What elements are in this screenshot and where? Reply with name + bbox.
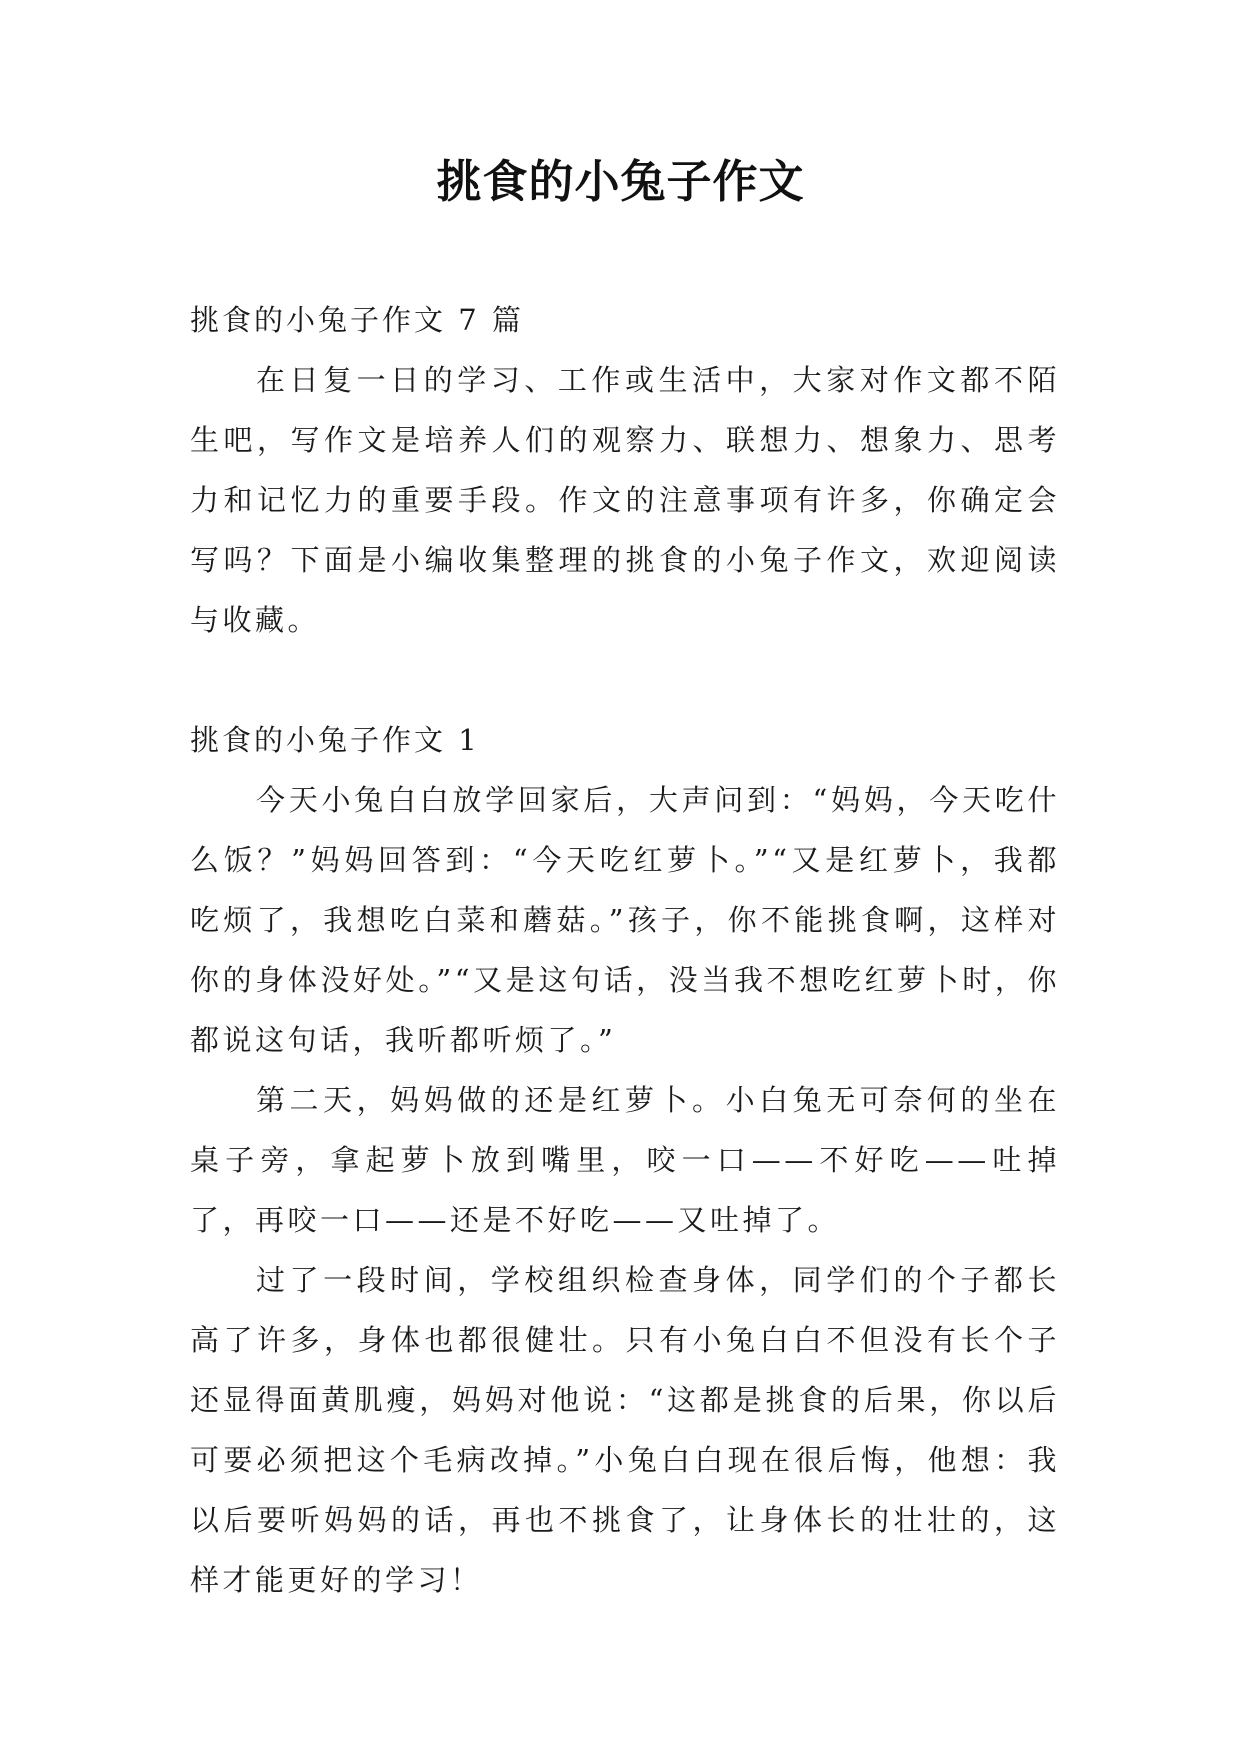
document-body bbox=[190, 290, 1060, 1610]
essay-1-paragraph-2: 第二天，妈妈做的还是红萝卜。小白兔无可奈何的坐在桌子旁，拿起萝卜放到嘴里，咬一口——不好吃——吐掉了，再咬一口——还是不好吃——又吐掉了。 bbox=[190, 1083, 1060, 1237]
collection-heading: 挑食的小兔子作文 7 篇 bbox=[190, 303, 524, 337]
section-spacer bbox=[190, 650, 1060, 710]
essay-1-heading: 挑食的小兔子作文 1 bbox=[190, 723, 480, 757]
intro-paragraph: 在日复一日的学习、工作或生活中，大家对作文都不陌生吧，写作文是培养人们的观察力、联想力、想象力、思考力和记忆力的重要手段。作文的注意事项有许多，你确定会写吗？下面是小编收集整理的挑食的小兔子作文，欢迎阅读与收藏。 bbox=[190, 363, 1060, 637]
essay-1-paragraph-3: 过了一段时间，学校组织检查身体，同学们的个子都长高了许多，身体也都很健壮。只有小兔白白不但没有长个子还显得面黄肌瘦，妈妈对他说：“这都是挑食的后果，你以后可要必须把这个毛病改掉。”小兔白白现在很后悔，他想：我以后要听妈妈的话，再也不挑食了，让身体长的壮壮的，这样才能更好的学习！ bbox=[190, 1263, 1060, 1597]
essay-1-paragraph-1: 今天小兔白白放学回家后，大声问到：“妈妈，今天吃什么饭？”妈妈回答到：“今天吃红萝卜。”“又是红萝卜，我都吃烦了，我想吃白菜和蘑菇。”孩子，你不能挑食啊，这样对你的身体没好处。”“又是这句话，没当我不想吃红萝卜时，你都说这句话，我听都听烦了。” bbox=[190, 783, 1060, 1057]
document-title: 挑食的小兔子作文 bbox=[436, 155, 805, 208]
